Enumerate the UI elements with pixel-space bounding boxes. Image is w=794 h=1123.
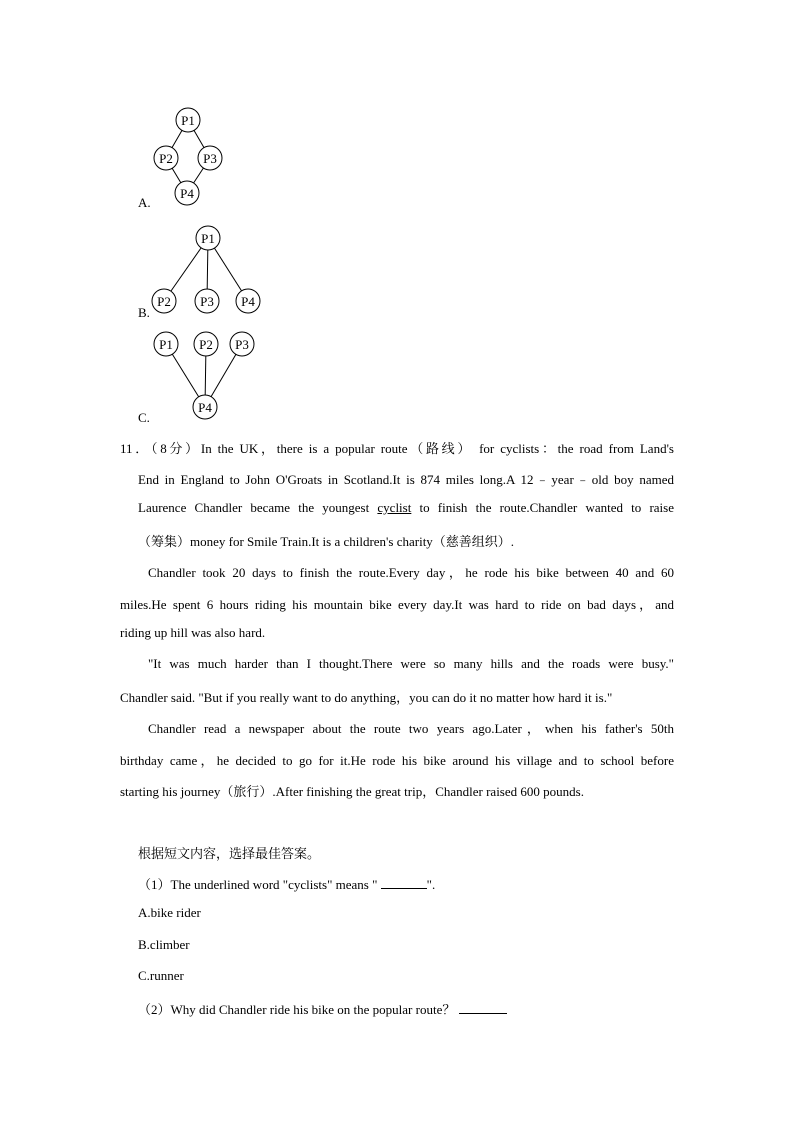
passage-line-4: （筹集）money for Smile Train.It is a children's charity（慈善组织）. bbox=[138, 534, 515, 549]
node-p1-label: P1 bbox=[181, 113, 195, 128]
sub-question-2 bbox=[138, 999, 507, 1018]
paragraph-4-line-3: starting his journey（旅行）.After finishing the great trip，Chandler raised 600 pounds. bbox=[120, 784, 584, 799]
answer-blank-1[interactable] bbox=[381, 876, 427, 889]
question-number: 11． bbox=[120, 441, 151, 456]
node-p3-label: P3 bbox=[200, 294, 214, 309]
option-c-letter: C. bbox=[138, 410, 150, 425]
passage-line-3 bbox=[138, 500, 674, 516]
underlined-word: cyclist bbox=[377, 500, 412, 515]
paragraph-4-line-1: Chandler read a newspaper about the route two years ago.Later，when his father's 50th bbox=[148, 721, 674, 736]
instruction: 根据短文内容，选择最佳答案。 bbox=[138, 847, 321, 862]
diagram-a bbox=[150, 105, 230, 215]
diagram-c-graph bbox=[150, 330, 270, 425]
passage-line-3b: to finish the route.Chandler wanted to raise bbox=[411, 500, 674, 515]
paragraph-4-line-2: birthday came，he decided to go for it.He rode his bike around his village and to school before bbox=[120, 753, 674, 768]
sub-question-1 bbox=[138, 874, 435, 893]
question-first-line bbox=[120, 438, 674, 457]
diagram-b-graph bbox=[148, 224, 268, 319]
option-b-letter: B. bbox=[138, 305, 150, 320]
node-p2-label: P2 bbox=[199, 337, 213, 352]
diagram-a-graph bbox=[150, 105, 230, 210]
diagram-c bbox=[150, 330, 270, 430]
paragraph-3-line-1: "It was much harder than I thought.There were so many hills and the roads were busy." bbox=[148, 656, 674, 671]
node-p1-label: P1 bbox=[159, 337, 173, 352]
question-score: （8分） bbox=[150, 441, 201, 456]
option-a-letter: A. bbox=[138, 195, 151, 210]
node-p3-label: P3 bbox=[235, 337, 249, 352]
node-p2-label: P2 bbox=[159, 151, 173, 166]
paragraph-3-line-2: Chandler said. "But if you really want to do anything，you can do it no matter how hard it is." bbox=[120, 690, 613, 705]
sub-question-1-stem-end: ". bbox=[426, 877, 436, 892]
answer-blank-2[interactable] bbox=[459, 1001, 507, 1014]
sub1-option-b[interactable]: B.climber bbox=[138, 937, 190, 952]
node-p3-label: P3 bbox=[203, 151, 217, 166]
passage-line-1: In the UK，there is a popular route（路线） for cyclists：the road from Land's bbox=[200, 441, 674, 456]
passage-line-3a: Laurence Chandler became the youngest bbox=[138, 500, 378, 515]
node-p4-label: P4 bbox=[241, 294, 255, 309]
sub1-option-c[interactable]: C.runner bbox=[138, 968, 184, 983]
sub-question-1-stem: （1）The underlined word "cyclists" means " bbox=[138, 877, 381, 892]
node-p4-label: P4 bbox=[180, 186, 194, 201]
paragraph-2-line-3: riding up hill was also hard. bbox=[120, 625, 266, 640]
paragraph-2-line-1: Chandler took 20 days to finish the route.Every day，he rode his bike between 40 and 60 bbox=[148, 565, 674, 580]
paragraph-2-line-2: miles.He spent 6 hours riding his mountain bike every day.It was hard to ride on bad days，and bbox=[120, 597, 674, 612]
diagram-b bbox=[148, 224, 268, 324]
sub1-option-a[interactable]: A.bike rider bbox=[138, 905, 201, 920]
node-p2-label: P2 bbox=[157, 294, 171, 309]
node-p1-label: P1 bbox=[201, 231, 215, 246]
passage-line-2: End in England to John O'Groats in Scotland.It is 874 miles long.A 12﹣year﹣old boy named bbox=[138, 472, 674, 487]
sub-question-2-stem: （2）Why did Chandler ride his bike on the popular route？ bbox=[138, 1002, 459, 1017]
node-p4-label: P4 bbox=[198, 400, 212, 415]
